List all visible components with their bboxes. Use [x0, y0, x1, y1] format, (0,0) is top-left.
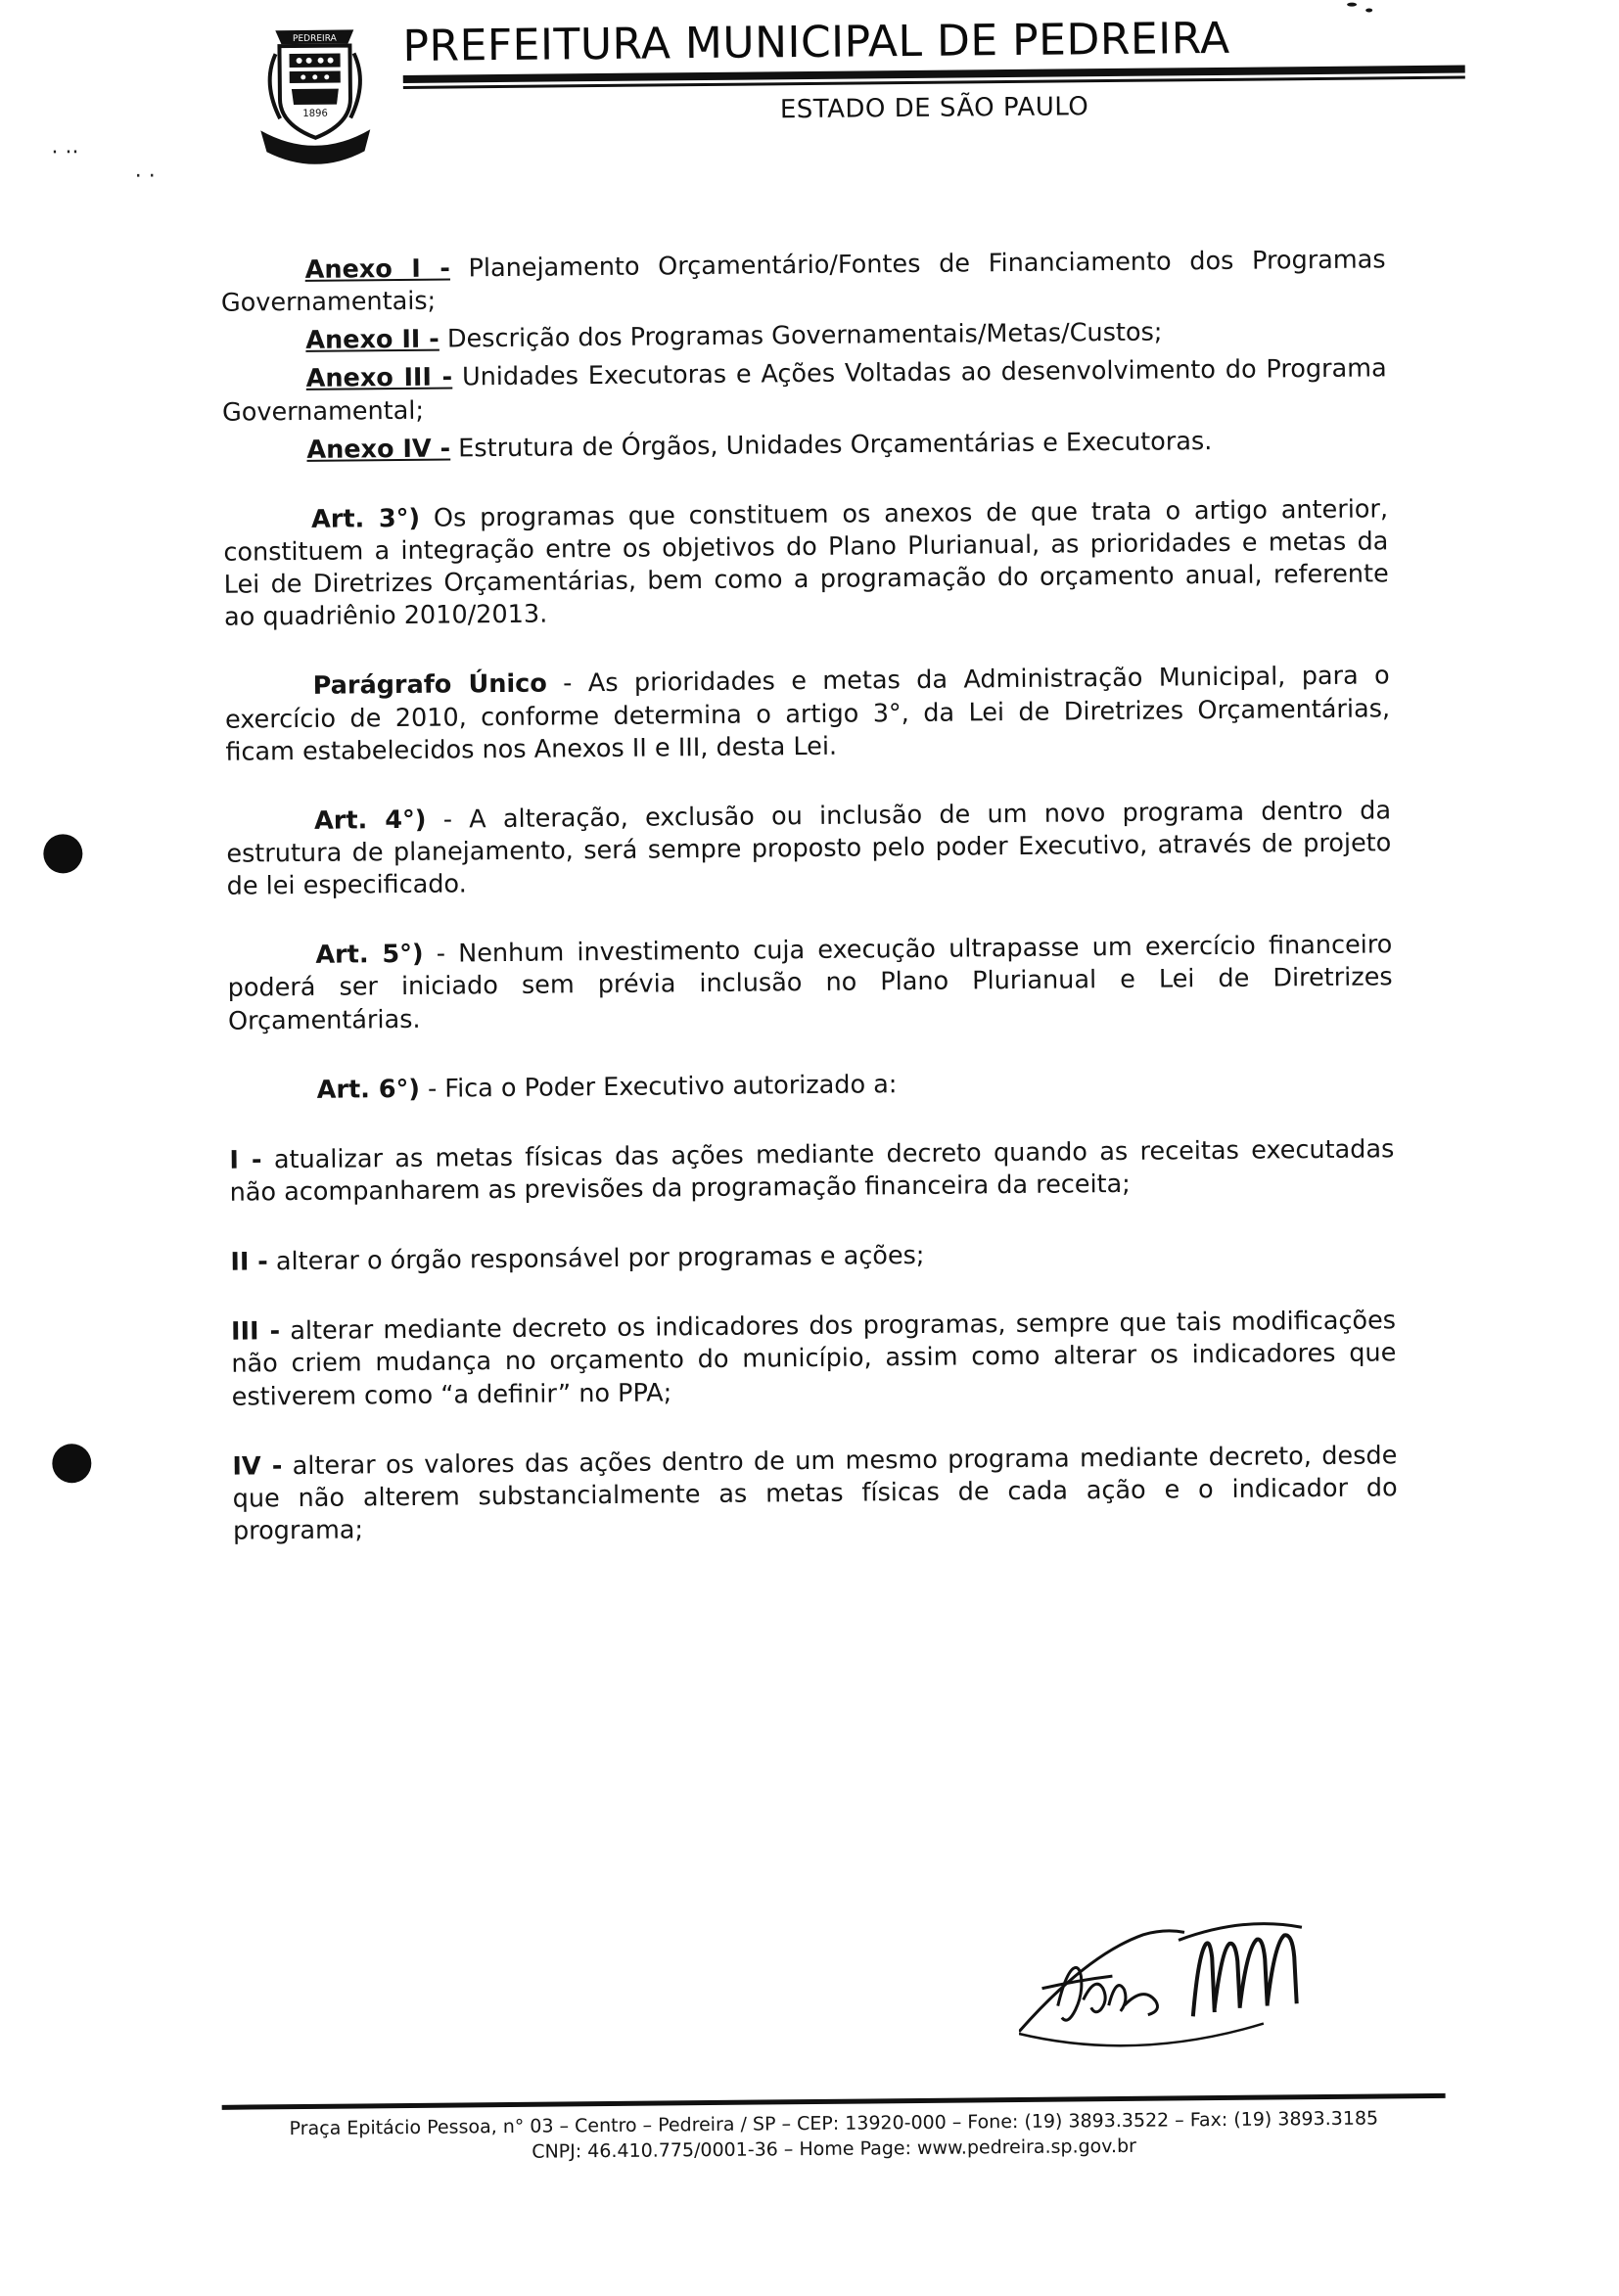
item-i-label: I -: [229, 1145, 262, 1175]
scan-artifact-1: . ..: [51, 134, 79, 160]
paragrafo-unico-text: - As prioridades e metas da Administração Municipal, para o exercício de 2010, conforme determina o artigo 3°, da Lei de Diretrizes Orçamentárias, ficam estabelecidos nos Anexos II e III, desta Lei.: [224, 661, 1391, 767]
item-iii-text: alterar mediante decreto os indicadores dos programas, sempre que tais modificações não criem mudança no orçamento do município, assim como alterar os indicadores que estiverem como “a definir” no PPA;: [231, 1306, 1397, 1412]
paragraph-paragrafo-unico: [225, 661, 1391, 769]
header-subtitle: ESTADO DE SÃO PAULO: [779, 92, 1089, 125]
art-4-label: Art. 4°): [313, 804, 427, 836]
paragraph-art-4: [226, 795, 1392, 903]
paragraph-annex-2: [221, 315, 1386, 359]
svg-text:1896: 1896: [302, 108, 328, 119]
art-3-text: Os programas que constituem os anexos de que trata o artigo anterior, constituem a integração entre os objetivos do Plano Plurianual, as prioridades e metas da Lei de Diretrizes Orçamentárias, bem como a programação do orçamento anual, referente ao quadriênio 2010/2013.: [223, 494, 1389, 632]
list-item-i: [229, 1133, 1395, 1210]
paragrafo-unico-label: Parágrafo Único: [312, 668, 547, 702]
signature: [1018, 1912, 1431, 2092]
annex-4-text: Estrutura de Órgãos, Unidades Orçamentárias e Executoras.: [449, 426, 1213, 464]
hole-punch-mark-top: [43, 834, 82, 873]
paragraph-art-3: [223, 493, 1389, 634]
art-4-text: - A alteração, exclusão ou inclusão de um novo programa dentro da estrutura de planejamento, será sempre proposto pelo poder Executivo, através de projeto de lei especificado.: [226, 796, 1392, 901]
document-footer: [222, 2093, 1447, 2168]
art-5-text: - Nenhum investimento cuja execução ultrapasse um exercício financeiro poderá ser iniciado sem prévia inclusão no Plano Plurianual e Lei de Diretrizes Orçamentárias.: [227, 930, 1393, 1036]
document-body: [220, 244, 1398, 1553]
hole-punch-mark-bottom: [52, 1444, 91, 1483]
paragraph-art-6: [229, 1064, 1394, 1108]
annex-3-text: Unidades Executoras e Ações Voltadas ao desenvolvimento do Programa Governamental;: [221, 353, 1387, 428]
annex-2-label: Anexo II -: [305, 324, 439, 356]
annex-1-label: Anexo I -: [304, 253, 451, 285]
paragraph-annex-3: [222, 353, 1388, 430]
item-ii-label: II -: [230, 1247, 268, 1277]
item-iv-text: alterar os valores das ações dentro de um mesmo programa mediante decreto, desde que não alterem substancialmente as metas físicas de cada ação e o indicador do programa;: [232, 1440, 1398, 1546]
art-5-label: Art. 5°): [315, 940, 424, 971]
paragraph-annex-4: [222, 424, 1387, 468]
annex-1-text: Planejamento Orçamentário/Fontes de Financiamento dos Programas Governamentais;: [220, 245, 1386, 318]
paragraph-annex-1: [220, 244, 1386, 320]
annex-2-text: Descrição dos Programas Governamentais/Metas/Custos;: [439, 317, 1163, 354]
document-header: [236, 11, 1480, 129]
scan-artifact-2: . .: [134, 158, 156, 183]
scan-speck-1: [1347, 3, 1357, 7]
list-item-iii: [231, 1306, 1397, 1414]
item-ii-text: alterar o órgão responsável por programas e ações;: [267, 1240, 925, 1277]
list-item-ii: [230, 1235, 1395, 1279]
paragraph-art-5: [227, 930, 1393, 1038]
item-iii-label: III -: [230, 1316, 281, 1347]
footer-address: Praça Epitácio Pessoa, n° 03 – Centro – Pedreira / SP – CEP: 13920-000 – Fone: (19) 3893.3522 – Fax: (19) 3893.3185: [289, 2107, 1379, 2140]
footer-cnpj-homepage: CNPJ: 46.410.775/0001-36 – Home Page: www.pedreira.sp.gov.br: [532, 2135, 1137, 2163]
svg-text:PEDREIRA: PEDREIRA: [292, 33, 337, 45]
item-i-text: atualizar as metas físicas das ações mediante decreto quando as receitas executadas não acompanharem as previsões da programação financeira da receita;: [229, 1134, 1395, 1208]
coat-of-arms-icon: [246, 14, 384, 166]
item-iv-label: IV -: [232, 1450, 283, 1482]
list-item-iv: [232, 1440, 1398, 1548]
annex-4-label: Anexo IV -: [306, 434, 451, 465]
page-title: PREFEITURA MUNICIPAL DE PEDREIRA: [402, 13, 1230, 71]
art-6-text: - Fica o Poder Executivo autorizado a:: [419, 1069, 898, 1104]
art-3-label: Art. 3°): [310, 503, 421, 534]
art-6-label: Art. 6°): [316, 1074, 421, 1105]
annex-3-label: Anexo III -: [305, 362, 453, 394]
